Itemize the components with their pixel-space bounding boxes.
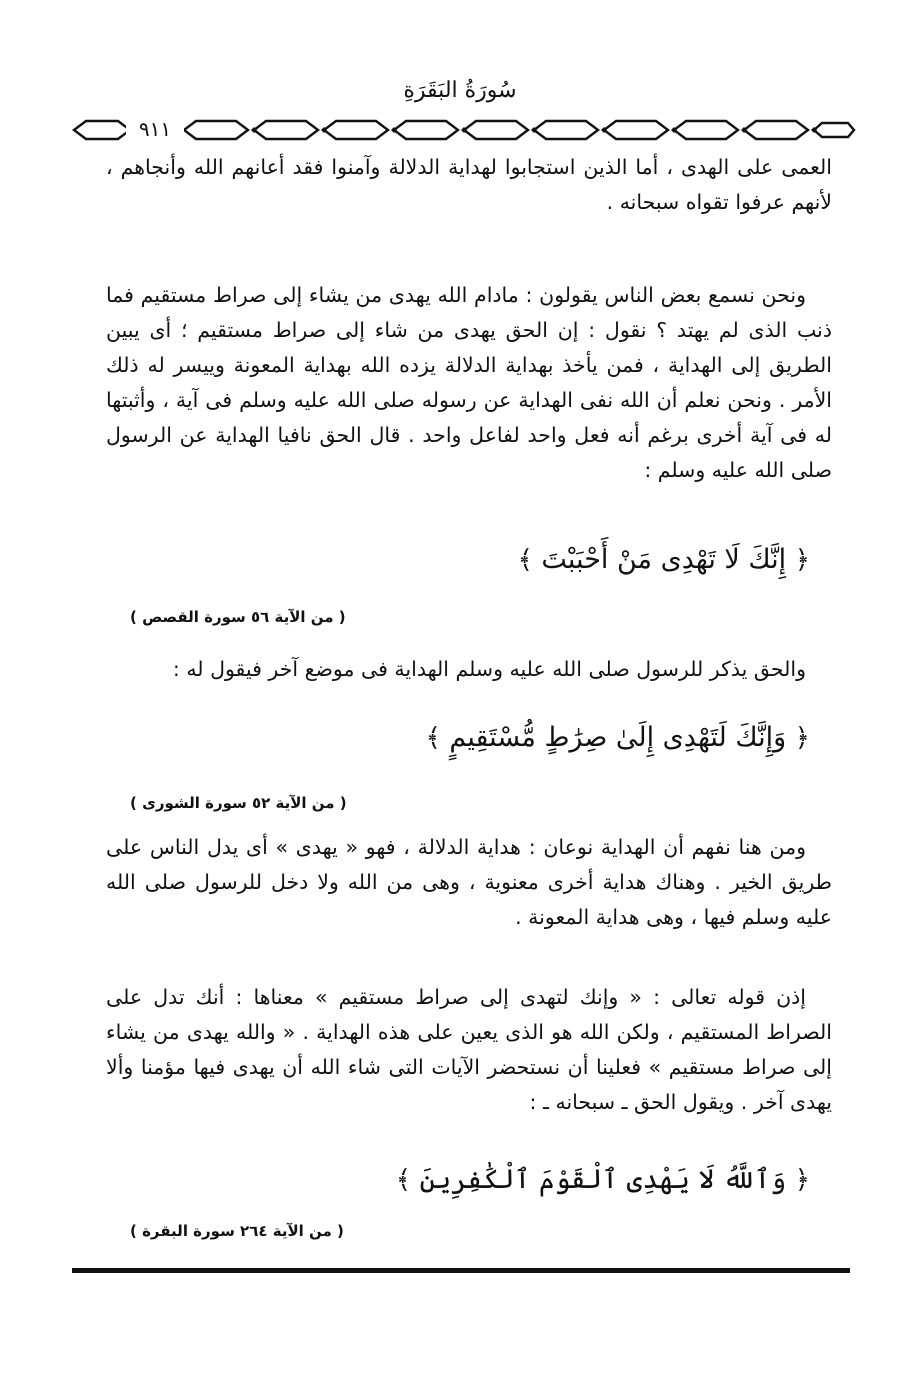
verse-open-bracket: ﴿ — [794, 1165, 810, 1195]
paragraph-2: ونحن نسمع بعض الناس يقولون : مادام الله يهدى من يشاء إلى صراط مستقيم فما ذنب الذى لم يهتد ؟ نقول : إن الحق يهدى من شاء إلى صراط مستقيم ؛ أى يبين الطريق إلى الهداية ، فمن يأخذ بهداية الدلالة يزده الله بهداية المعونة وييسر له ذلك الأمر . ونحن نعلم أن الله نفى الهداية عن رسوله صلى الله عليه وسلم فى آية ، وأثبتها له فى آية أخرى برغم أنه فعل واحد لفاعل واحد . قال الحق نافيا الهداية عن الرسول صلى الله عليه وسلم : — [106, 283, 832, 482]
verse-close-bracket: ﴾ — [395, 1165, 412, 1195]
quran-verse-3 — [110, 1160, 810, 1200]
verse-close-bracket: ﴾ — [517, 545, 533, 575]
verse-close-bracket: ﴾ — [425, 723, 441, 753]
footer-rule — [72, 1268, 850, 1273]
verse-reference-1: ( من الآية ٥٦ سورة القصص ) — [130, 608, 346, 626]
verse-text: إِنَّكَ لَا تَهْدِى مَنْ أَحْبَبْتَ — [541, 544, 787, 575]
paragraph-5: إذن قوله تعالى : « وإنك لتهدى إلى صراط مستقيم » معناها : أنك تدل على الصراط المستقيم ، ولكن الله هو الذى يعين على هذه الهداية . « والله يهدى من يشاء إلى صراط مستقيم » فعلينا أن نستحضر الآيات التى شاء الله أن يهدى فيها مؤمنا وألا يهدى آخر . ويقول الحق ـ سبحانه ـ : — [106, 985, 832, 1114]
surah-title: سُورَةُ البَقَرَةِ — [403, 78, 517, 103]
verse-text: وَٱللَّهُ لَا يَهْدِى ٱلْقَوْمَ ٱلْكَٰفِرِينَ — [419, 1164, 787, 1195]
quran-verse-2 — [110, 718, 810, 758]
verse-reference-3: ( من الآية ٢٦٤ سورة البقرة ) — [130, 1222, 344, 1240]
paragraph-4: ومن هنا نفهم أن الهداية نوعان : هداية الدلالة ، فهو « يهدى » أى يدل الناس على طريق الخير . وهناك هداية أخرى معنوية ، وهى من الله ولا دخل للرسول صلى الله عليه وسلم فيها ، وهى هداية المعونة . — [106, 835, 832, 929]
paragraph-3: والحق يذكر للرسول صلى الله عليه وسلم الهداية فى موضع آخر فيقول له : — [172, 657, 806, 681]
quran-verse-1 — [110, 540, 810, 580]
ornament-border — [72, 118, 856, 142]
verse-reference-2: ( من الآية ٥٢ سورة الشورى ) — [130, 794, 347, 812]
verse-open-bracket: ﴿ — [794, 545, 810, 575]
page-number: ٩١١ — [126, 116, 184, 142]
paragraph-1: العمى على الهدى ، أما الذين استجابوا لهداية الدلالة وآمنوا فقد أعانهم الله وأنجاهم ، لأنهم عرفوا تقواه سبحانه . — [106, 155, 832, 214]
verse-text: وَإِنَّكَ لَتَهْدِى إِلَىٰ صِرَٰطٍ مُّسْتَقِيمٍ — [449, 722, 787, 753]
verse-open-bracket: ﴿ — [794, 723, 810, 753]
